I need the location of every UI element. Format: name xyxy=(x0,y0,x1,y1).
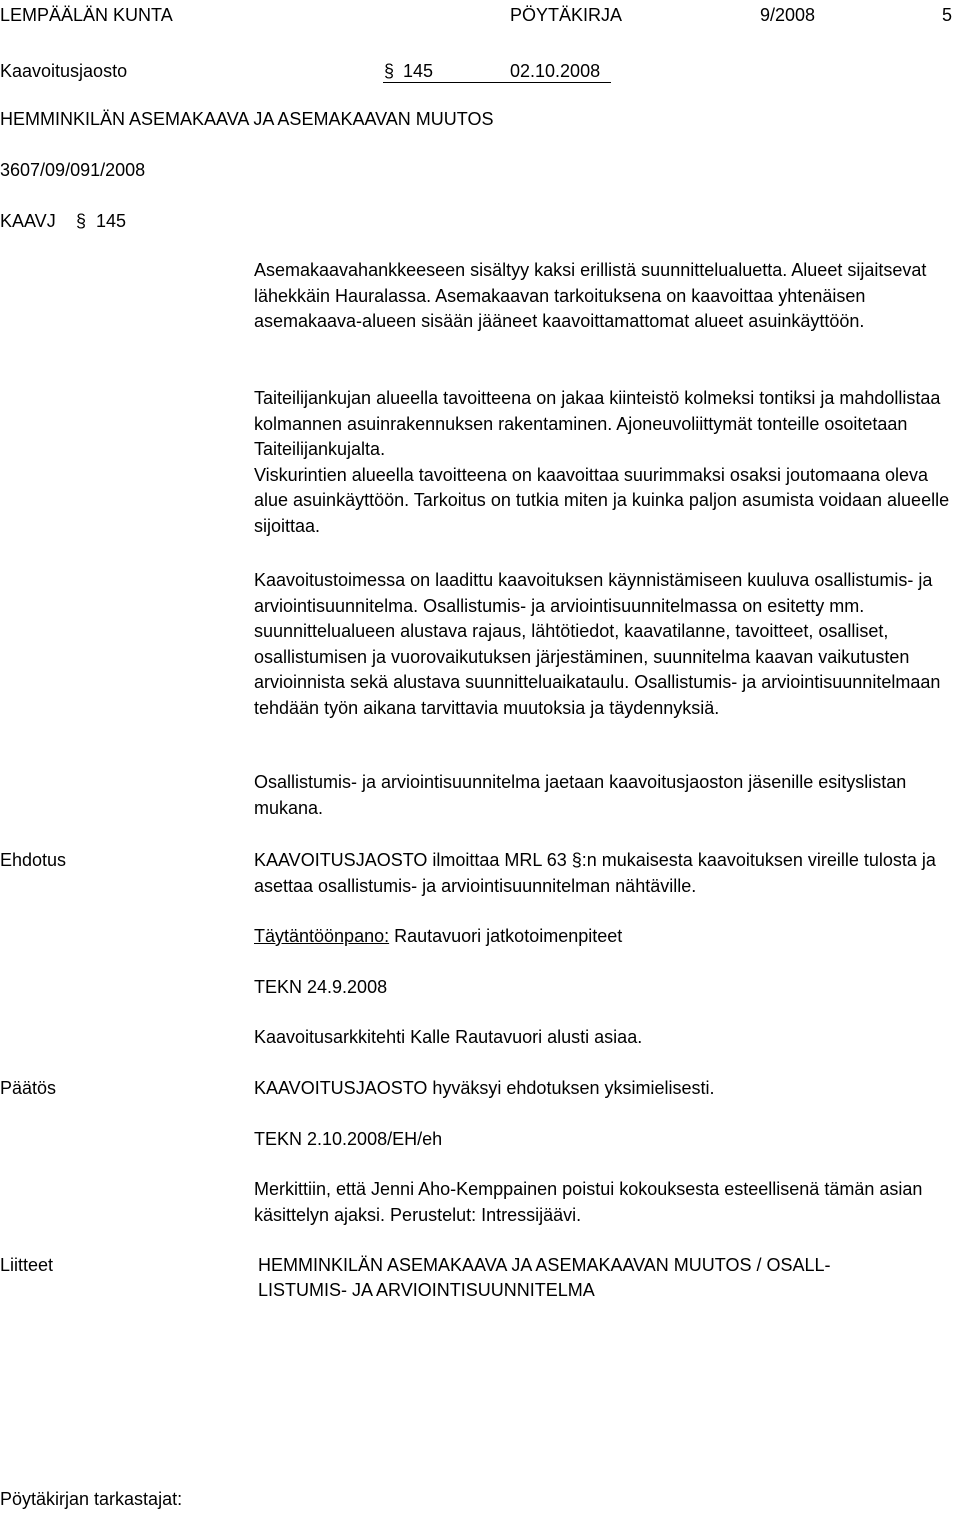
ref-section-sign: § xyxy=(76,211,87,231)
reviewers-label: Pöytäkirjan tarkastajat: xyxy=(0,1489,183,1509)
paragraph-taiteilijankuja xyxy=(254,386,954,539)
enforcement-line xyxy=(254,924,622,950)
committee-code: KAAVJ xyxy=(0,211,56,231)
page-number: 5 xyxy=(942,5,953,25)
proposal-attendance: Kaavoitusarkkitehti Kalle Rautavuori alusti asiaa. xyxy=(254,1027,643,1047)
attachment-line-1: HEMMINKILÄN ASEMAKAAVA JA ASEMAKAAVAN MUUTOS / OSALL- xyxy=(258,1255,831,1275)
meeting-date: 02.10.2008 xyxy=(510,61,601,81)
decision-label: Päätös xyxy=(0,1078,57,1098)
attachment-line-2: LISTUMIS- JA ARVIOINTISUUNNITELMA xyxy=(258,1280,595,1300)
decision-note-block xyxy=(254,1177,954,1228)
enforcement-label: Täytäntöönpano: xyxy=(254,926,390,946)
page-title: HEMMINKILÄN ASEMAKAAVA JA ASEMAKAAVAN MUUTOS xyxy=(0,109,494,129)
proposal-tekn-note: TEKN 24.9.2008 xyxy=(254,977,388,997)
decision-tekn-note: TEKN 2.10.2008/EH/eh xyxy=(254,1129,443,1149)
decision-text: KAAVOITUSJAOSTO hyväksyi ehdotuksen yksimielisesti. xyxy=(254,1078,715,1098)
paragraph-participation-plan xyxy=(254,568,954,721)
municipality-name: LEMPÄÄLÄN KUNTA xyxy=(0,5,173,25)
section-sign: § xyxy=(384,61,395,81)
paragraph-participation-plan-text: Kaavoitustoimessa on laadittu kaavoituksen käynnistämiseen kuuluva osallistumis- ja arviointisuunnitelma. Osallistumis- ja arviointisuunnitelmassa on esitetty mm. suunnittelualueen alustava rajaus, lähtötiedot, kaavatilanne, tavoitteet, osalliset, osallistumisen ja vuorovaikutuksen järjestäminen, suunnitelma kaavan vaikutusten arvioinnista sekä alustava suunnitteluaikataulu. Osallistumis- ja arviointisuunnitelmaan tehdään työn aikana tarvittavia muutoksia ja täydennyksiä. xyxy=(254,570,941,718)
attachments-label: Liitteet xyxy=(0,1255,54,1275)
proposal-block xyxy=(254,848,954,899)
proposal-label: Ehdotus xyxy=(0,850,67,870)
decision-note: Merkittiin, että Jenni Aho-Kemppainen poistui kokouksesta esteellisenä tämän asian käsittelyn ajaksi. Perustelut: Intressijäävi. xyxy=(254,1179,923,1225)
header-underline xyxy=(383,82,611,83)
doc-number: 9/2008 xyxy=(760,5,816,25)
paragraph-distribution-text: Osallistumis- ja arviointisuunnitelma jaetaan kaavoitusjaoston jäsenille esityslistan mukana. xyxy=(254,772,907,818)
paragraph-intro-text: Asemakaavahankkeeseen sisältyy kaksi erillistä suunnittelualuetta. Alueet sijaitsevat lähekkäin Hauralassa. Asemakaavan tarkoituksena on kaavoittaa yhtenäisen asemakaava-alueen sisään jääneet kaavoittamattomat alueet asuinkäyttöön. xyxy=(254,260,927,331)
proposal-text: KAAVOITUSJAOSTO ilmoittaa MRL 63 §:n mukaisesta kaavoituksen vireille tulosta ja asettaa osallistumis- ja arviointisuunnitelman nähtäville. xyxy=(254,850,936,896)
section-number: 145 xyxy=(403,61,434,81)
paragraph-taiteilijankuja-text: Taiteilijankujan alueella tavoitteena on jakaa kiinteistö kolmeksi tontiksi ja mahdollistaa kolmannen asuinrakennuksen rakentaminen. Ajoneuvoliittymät tonteille osoitetaan Taiteilijankujalta. xyxy=(254,388,941,459)
doc-type: PÖYTÄKIRJA xyxy=(510,5,623,25)
paragraph-intro xyxy=(254,258,954,335)
record-id: 3607/09/091/2008 xyxy=(0,160,146,180)
ref-section-number: 145 xyxy=(96,211,127,231)
paragraph-distribution xyxy=(254,770,954,821)
paragraph-viskurintie-text: Viskurintien alueella tavoitteena on kaavoittaa suurimmaksi osaksi joutomaana oleva alue asuinkäyttöön. Tarkoitus on tutkia miten ja kuinka paljon asumista voidaan alueelle sijoittaa. xyxy=(254,464,950,536)
enforcement-value: Rautavuori jatkotoimenpiteet xyxy=(394,926,623,946)
committee-name: Kaavoitusjaosto xyxy=(0,61,128,81)
